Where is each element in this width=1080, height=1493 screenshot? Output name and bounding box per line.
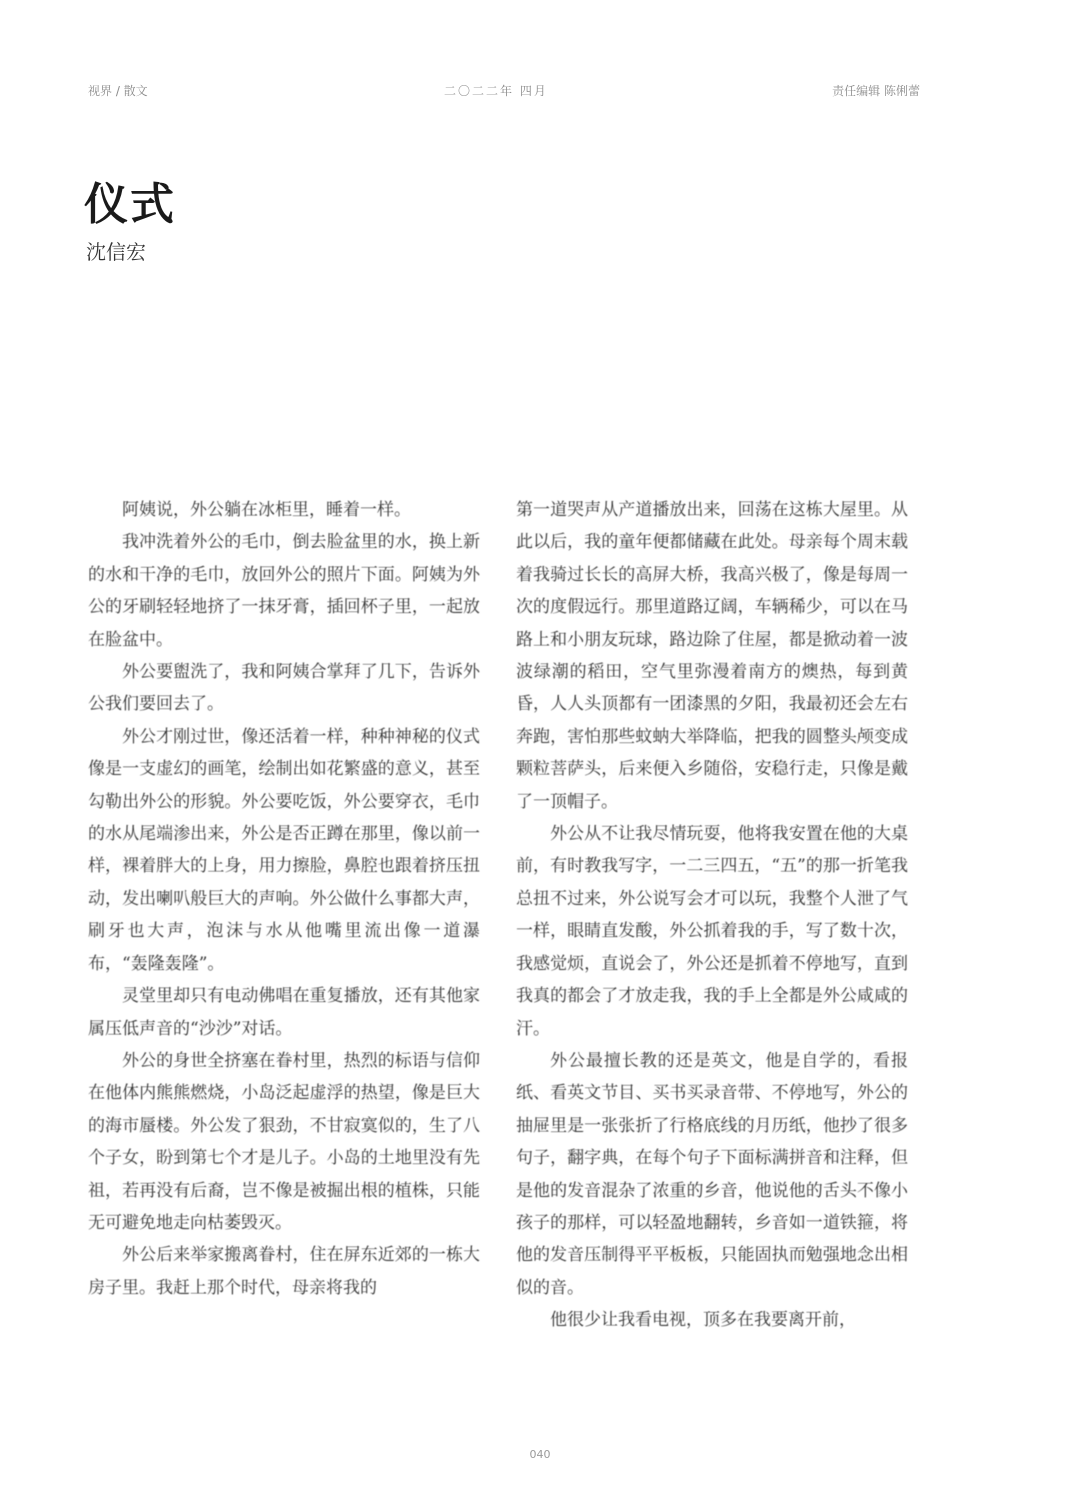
header-editor: 责任编辑 陈俐蕾	[832, 84, 920, 98]
paragraph: 灵堂里却只有电动佛唱在重复播放，还有其他家属压低声音的“沙沙”对话。	[88, 986, 480, 1039]
paragraph: 我冲洗着外公的毛巾，倒去脸盆里的水，换上新的水和干净的毛巾，放回外公的照片下面。阿姨为外公的牙刷轻轻地挤了一抹牙膏，插回杯子里，一起放在脸盆中。	[88, 532, 480, 650]
left-text-column	[88, 494, 480, 1304]
paragraph-continued: 第一道哭声从产道播放出来，回荡在这栋大屋里。从此以后，我的童年便都储藏在此处。母亲每个周末载着我骑过长长的高屏大桥，我高兴极了，像是每周一次的度假远行。那里道路辽阔，车辆稀少，可以在马路上和小朋友玩球，路边除了住屋，都是掀动着一波波绿潮的稻田，空气里弥漫着南方的燠热，每到黄昏，人人头顶都有一团漆黑的夕阳，我最初还会左右奔跑，害怕那些蚊蚋大举降临，把我的圆整头颅变成颗粒菩萨头，后来便入乡随俗，安稳行走，只像是戴了一顶帽子。	[516, 500, 908, 812]
paragraph: 外公才刚过世，像还活着一样，种种神秘的仪式像是一支虚幻的画笔，绘制出如花繁盛的意义，甚至勾勒出外公的形貌。外公要吃饭，外公要穿衣，毛巾的水从尾端渗出来，外公是否正蹲在那里，像以前一样，裸着胖大的上身，用力擦脸，鼻腔也跟着挤压扭动，发出喇叭般巨大的声响。外公做什么事都大声，刷牙也大声，泡沫与水从他嘴里流出像一道瀑布，“轰隆轰隆”。	[88, 726, 480, 974]
article-author: 沈信宏	[86, 240, 146, 264]
article-title: 仪式	[84, 179, 176, 230]
paragraph: 外公的身世全挤塞在眷村里，热烈的标语与信仰在他体内熊熊燃烧，小岛泛起虚浮的热望，像是巨大的海市蜃楼。外公发了狠劲，不甘寂寞似的，生了八个子女，盼到第七个才是儿子。小岛的土地里没有先祖，若再没有后裔，岂不像是被掘出根的植株，只能无可避免地走向枯萎毁灭。	[88, 1050, 480, 1233]
page-number: 040	[529, 1448, 551, 1461]
paragraph: 外公最擅长教的还是英文，他是自学的，看报纸、看英文节目、买书买录音带、不停地写，外公的抽屉里是一张张折了行格底线的月历纸，他抄了很多句子，翻字典，在每个句子下面标满拼音和注释，但是他的发音混杂了浓重的乡音，他说他的舌头不像小孩子的那样，可以轻盈地翻转，乡音如一道铁箍，将他的发音压制得平平板板，只能固执而勉强地念出相似的音。	[516, 1050, 908, 1298]
paragraph: 外公从不让我尽情玩耍，他将我安置在他的大桌前，有时教我写字，一二三四五，“五”的那一折笔我总扭不过来，外公说写会才可以玩，我整个人泄了气一样，眼睛直发酸，外公抓着我的手，写了数十次，我感觉烦，直说会了，外公还是抓着不停地写，直到我真的都会了才放走我，我的手上全都是外公咸咸的汗。	[516, 824, 908, 1039]
running-header	[88, 82, 920, 102]
paragraph: 外公后来举家搬离眷村，住在屏东近郊的一栋大房子里。我赶上那个时代，母亲将我的	[88, 1245, 480, 1298]
header-date: 二〇二二年 四月	[444, 84, 548, 98]
header-section: 视界 / 散文	[88, 84, 148, 98]
right-text-column	[516, 494, 908, 1337]
paragraph: 阿姨说，外公躺在冰柜里，睡着一样。	[122, 500, 411, 520]
paragraph: 外公要盥洗了，我和阿姨合掌拜了几下，告诉外公我们要回去了。	[88, 662, 480, 715]
paragraph: 他很少让我看电视，顶多在我要离开前，	[550, 1310, 856, 1331]
